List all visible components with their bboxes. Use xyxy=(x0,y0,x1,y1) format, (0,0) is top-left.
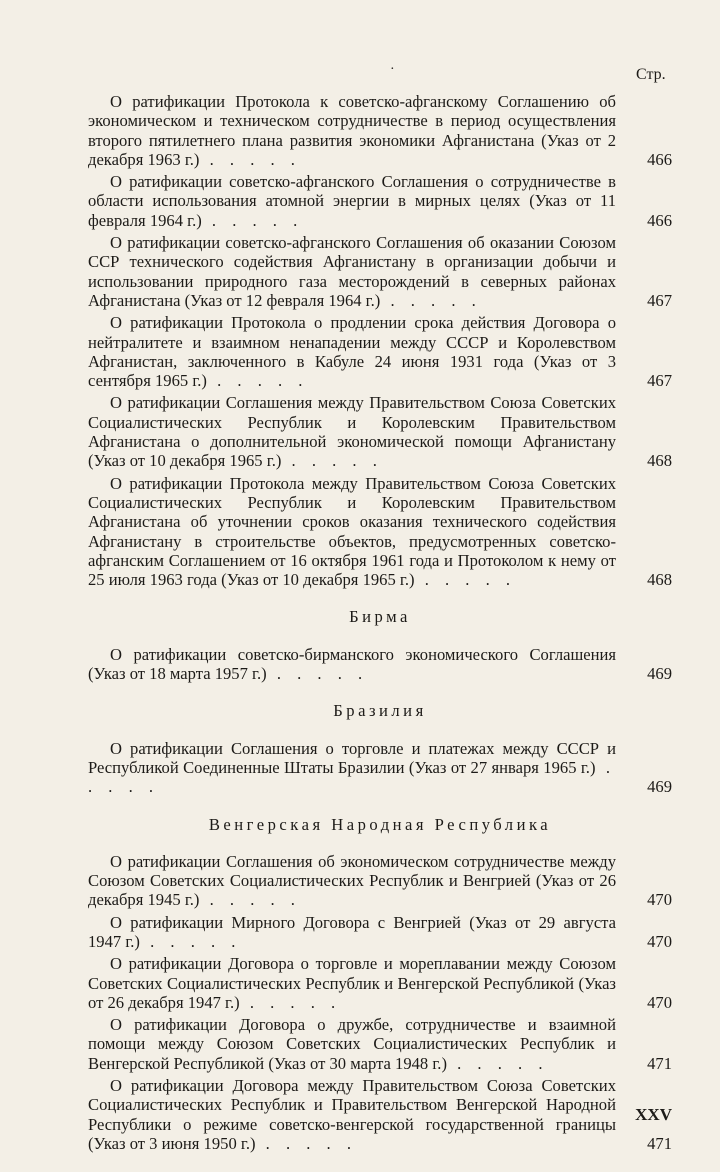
leader-dots: . . . . . xyxy=(88,757,617,797)
toc-entry-text xyxy=(88,92,616,169)
section-heading: Бирма xyxy=(349,607,411,627)
toc-entry-title: О ратификации Договора о дружбе, сотрудничестве и взаимной помощи между Союзом Советских Социалистических Республик и Венгерской Республикой (Указ от 30 марта 1948 г.) xyxy=(88,1015,616,1073)
leader-dots: . . . . . xyxy=(139,931,242,951)
toc-entry-page: 468 xyxy=(647,570,672,590)
toc-entry-title: О ратификации Договора о торговле и мореплавании между Союзом Советских Социалистических Республик и Венгерской Республикой (Указ от 26 декабря 1947 г.) xyxy=(88,954,616,1012)
toc-entry-page: 467 xyxy=(647,290,672,310)
section-heading: Венгерская Народная Республика xyxy=(208,814,552,834)
toc-entry xyxy=(88,1076,672,1153)
toc-entry xyxy=(88,92,672,169)
leader-dots: . . . . . xyxy=(380,290,482,310)
toc-entry-page: 470 xyxy=(647,890,672,910)
toc-entry-text xyxy=(88,233,616,310)
toc-entry-text xyxy=(88,172,616,230)
toc-entry-title: О ратификации Договора между Правительством Союза Советских Социалистических Республик и Правительством Венгерской Народной Республики о режиме советско-венгерской государственной границы (Указ от 3 июня 1950 г.) xyxy=(88,1076,616,1153)
toc-entry-page: 470 xyxy=(647,992,672,1012)
toc-entry xyxy=(88,913,672,952)
toc-entry-text xyxy=(88,913,616,952)
toc-entry-text xyxy=(88,852,616,910)
toc-entry xyxy=(88,313,672,390)
toc-entry xyxy=(88,645,672,684)
toc-entry-page: 467 xyxy=(647,371,672,391)
toc-entry-title: О ратификации Протокола о продлении срока действия Договора о нейтралитете и взаимном ненападении между СССР и Королевством Афганистан, заключенного в Кабуле 24 июня 1931 года (Указ от 3 сентября 1965 г.) xyxy=(88,313,616,391)
section-heading: Бразилия xyxy=(333,701,427,721)
toc-entry-title: О ратификации Протокола между Правительством Союза Советских Социалистических Республик и Королевским Правительством Афганистана об уточнении сроков оказания технического содействия Афганистану в строительстве объектов, предусмотренных советско-афганским Соглашением от 16 октября 1961 года и Протоколом к нему от 25 июля 1963 года (Указ от 10 декабря 1965 г.) xyxy=(88,473,616,590)
toc-entry-title: О ратификации Мирного Договора с Венгрией (Указ от 29 августа 1947 г.) xyxy=(88,912,616,951)
toc-entry-text xyxy=(88,393,616,470)
toc-entry-page: 469 xyxy=(647,664,672,684)
toc-entry-page: 468 xyxy=(647,451,672,471)
toc-entry xyxy=(88,172,672,230)
leader-dots: . . . . . xyxy=(239,992,342,1012)
toc-entry-text xyxy=(88,954,616,1012)
toc-entry-title: О ратификации советско-бирманского экономического Соглашения (Указ от 18 марта 1957 г.) xyxy=(88,644,616,684)
leader-dots: . . . . . xyxy=(199,890,301,910)
toc-entry-text xyxy=(88,645,616,684)
toc-entry-title: О ратификации Соглашения о торговле и платежах между СССР и Республикой Соединенные Штаты Бразилии (Указ от 27 января 1965 г.) xyxy=(88,738,616,777)
page-column-label: Стр. xyxy=(636,66,666,83)
toc-entry-page: 471 xyxy=(647,1133,672,1153)
toc-entry-page: 466 xyxy=(647,149,672,169)
toc-entry-page: 470 xyxy=(647,931,672,951)
toc-entry-title: О ратификации Соглашения между Правительством Союза Советских Социалистических Республик и Королевским Правительством Афганистана о дополнительной экономической помощи Афганистану (Указ от 10 декабря 1965 г.) xyxy=(88,393,616,471)
leader-dots: . . . . . xyxy=(201,210,304,230)
toc-entry-title: О ратификации советско-афганского Соглашения о сотрудничестве в области использования атомной энергии в мирных целях (Указ от 11 февраля 1964 г.) xyxy=(88,172,616,230)
toc-entry-text xyxy=(88,1015,616,1073)
toc-entry-page: 469 xyxy=(647,777,672,797)
toc-entry-page: 466 xyxy=(647,210,672,230)
leader-dots: . . . . . xyxy=(266,664,369,684)
toc-entry xyxy=(88,954,672,1012)
leader-dots: . . . . . xyxy=(414,570,517,590)
toc-entry xyxy=(88,739,672,797)
toc-entry-page: 471 xyxy=(647,1053,672,1073)
leader-dots: . . . . . xyxy=(446,1053,549,1073)
toc-entry xyxy=(88,1015,672,1073)
page-number: XXV xyxy=(635,1105,672,1124)
toc-entry xyxy=(88,233,672,310)
toc-entry-text xyxy=(88,739,616,797)
leader-dots: . . . . . xyxy=(281,451,383,471)
toc-entry-title: О ратификации советско-афганского Соглашения об оказании Союзом ССР технического содействия Афганистану в организации добычи и использовании природного газа месторождений в северных районах Афганистана (Указ от 12 февраля 1964 г.) xyxy=(88,233,616,310)
toc-entry-title: О ратификации Соглашения об экономическом сотрудничестве между Союзом Советских Социалистических Республик и Венгрией (Указ от 26 декабря 1945 г.) xyxy=(88,851,616,910)
header-dot: · xyxy=(390,62,395,77)
toc-entry xyxy=(88,852,672,910)
leader-dots: . . . . . xyxy=(206,371,309,391)
table-of-contents xyxy=(88,92,672,1156)
toc-entry-text xyxy=(88,474,616,590)
toc-entry xyxy=(88,393,672,470)
toc-entry-title: О ратификации Протокола к советско-афганскому Соглашению об экономическом и техническом сотрудничестве в период осуществления второго пятилетнего плана развития экономики Афганистана (Указ от 2 декабря 1963 г.) xyxy=(88,92,616,169)
toc-entry-text xyxy=(88,313,616,390)
leader-dots: . . . . . xyxy=(199,149,301,169)
toc-entry-text xyxy=(88,1076,616,1153)
leader-dots: . . . . . xyxy=(255,1133,357,1153)
toc-entry xyxy=(88,474,672,590)
